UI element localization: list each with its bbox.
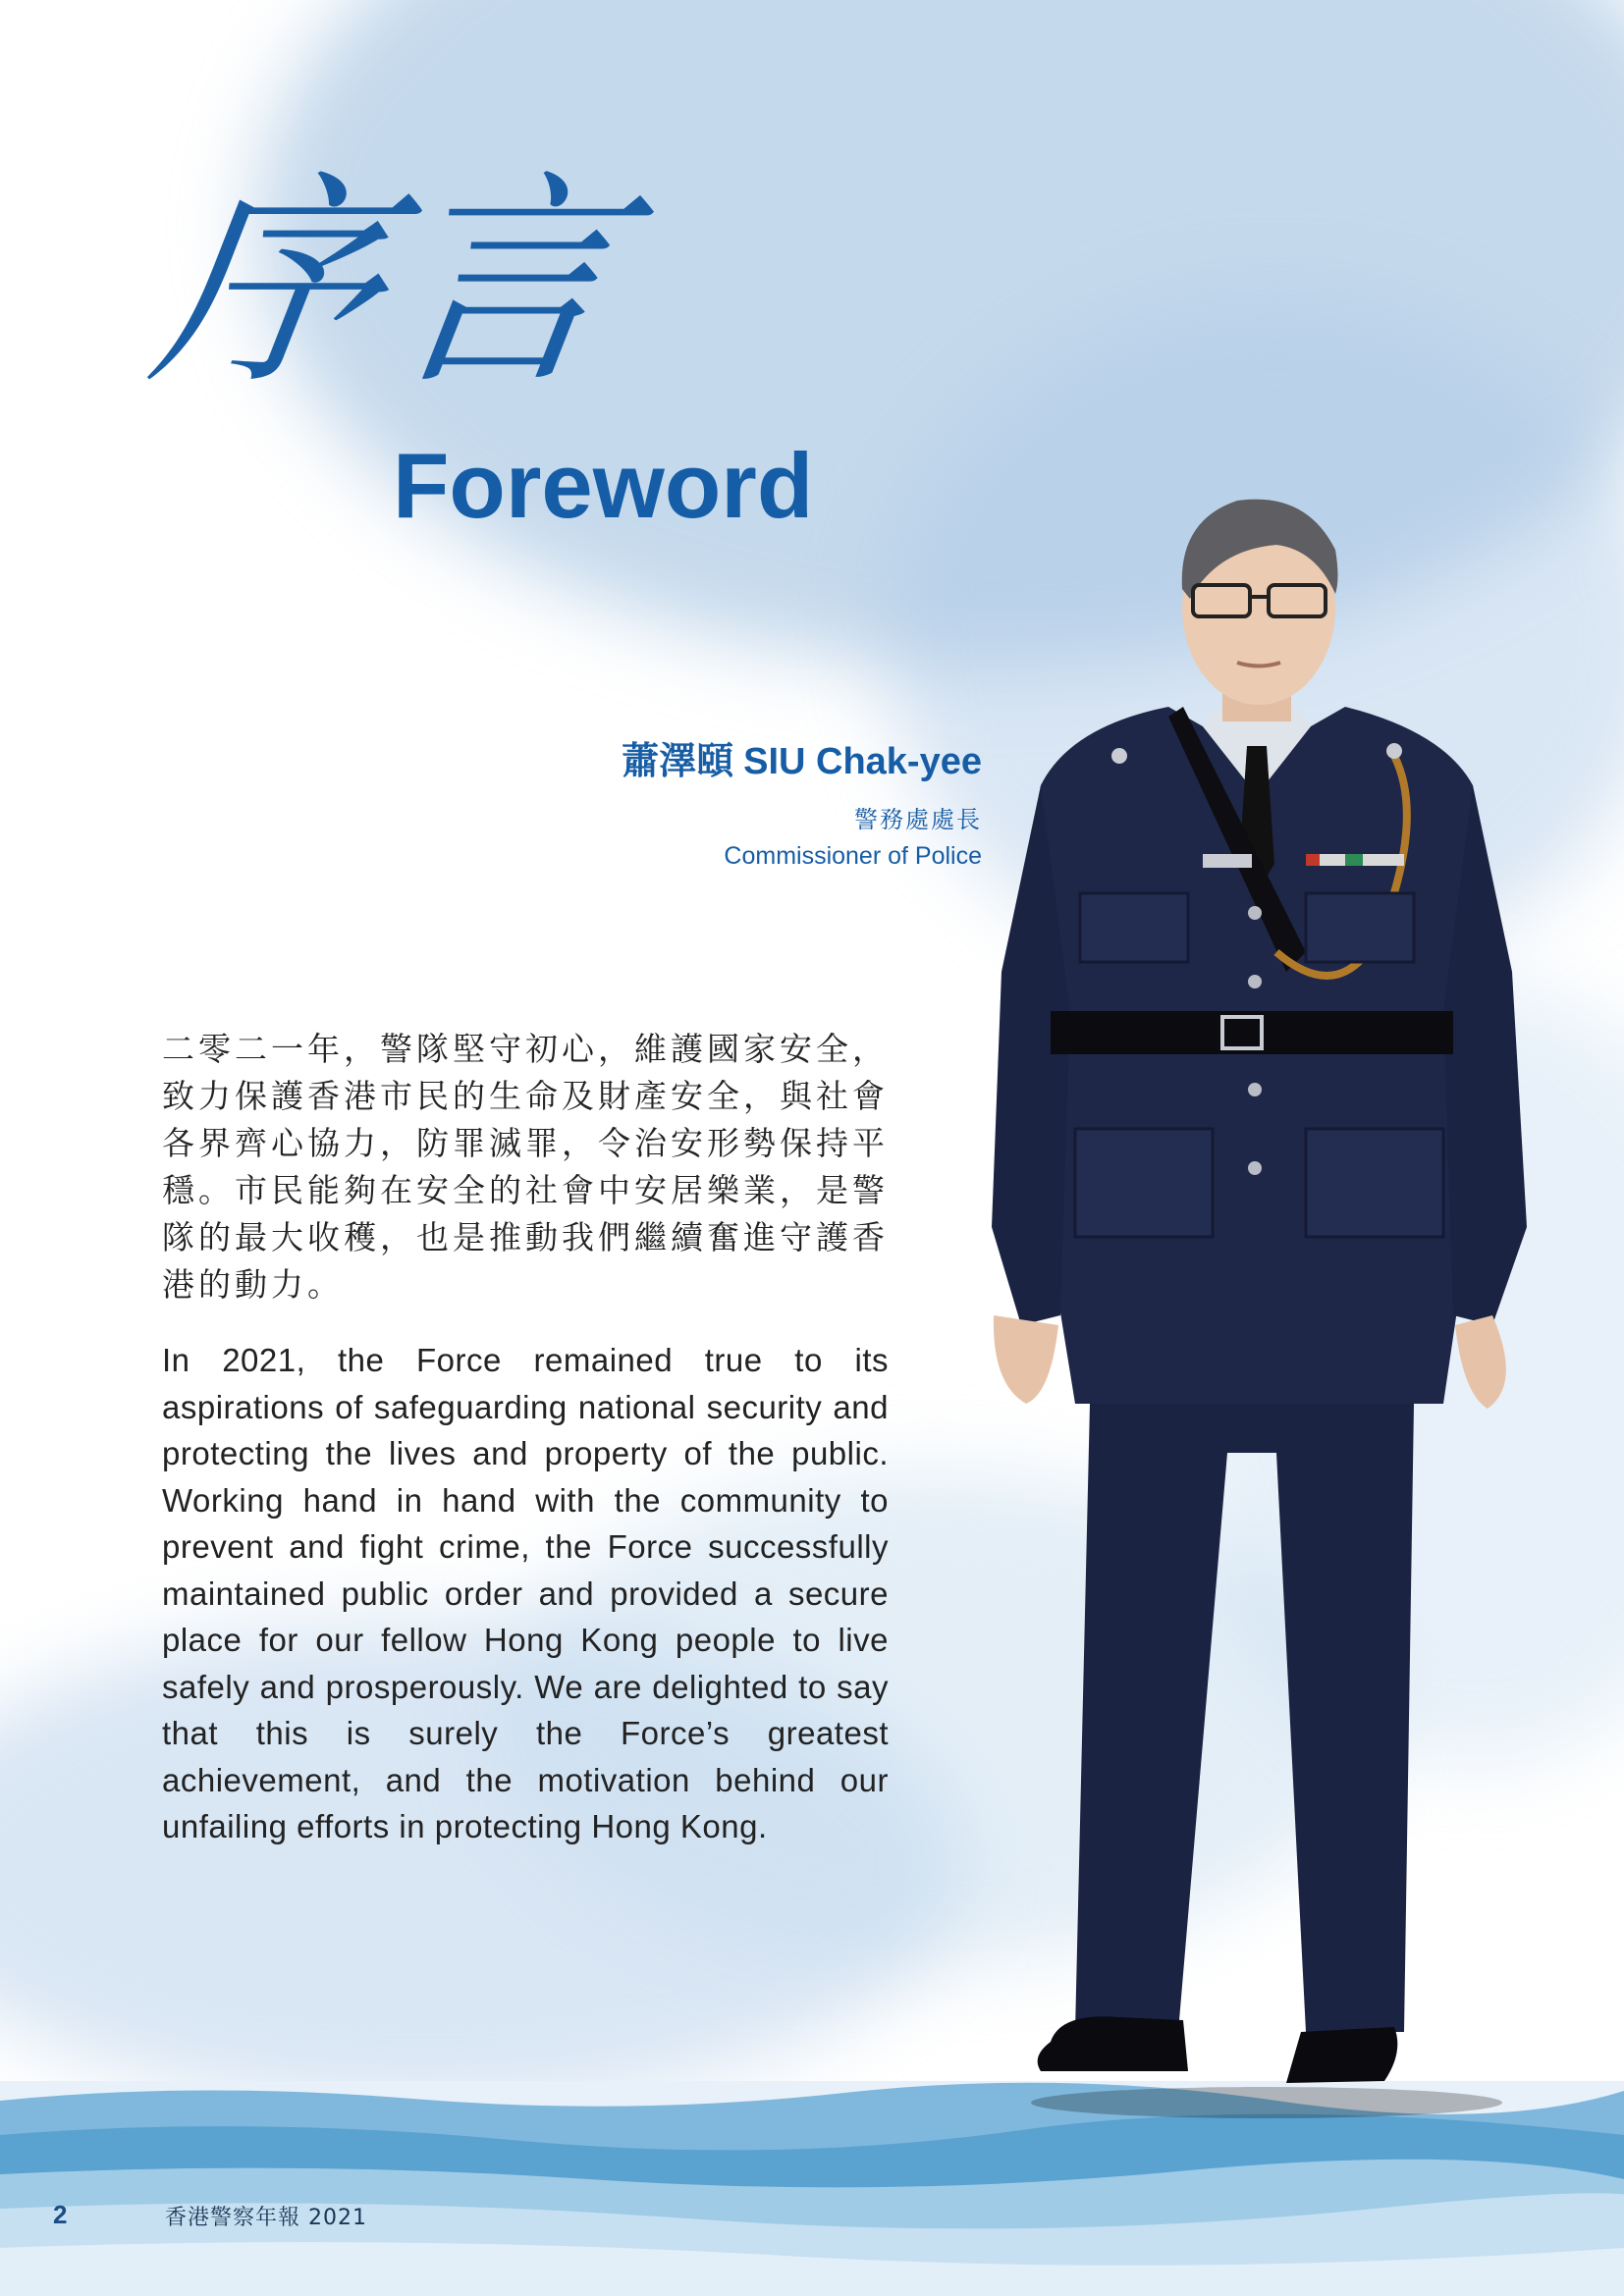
author-rank-chinese: 警務處處長 [854,806,982,833]
author-name-english: SIU Chak-yee [743,741,982,782]
page-title-chinese: 序言 [138,153,643,415]
body-paragraph-chinese: 二零二一年，警隊堅守初心，維護國家安全，致力保護香港市民的生命及財產安全，與社會各界齊心協力，防罪滅罪，令治安形勢保持平穩。市民能夠在安全的社會中安居樂業，是警隊的最大收穫，也是推動我們繼續奮進守護香港的動力。 [162,1030,889,1304]
page-title-english: Foreword [393,434,814,537]
page-number: 2 [53,2200,68,2229]
body-paragraph-english: In 2021, the Force remained true to its aspirations of safeguarding national security and protecting the lives and property of the public. Working hand in hand with the community to prevent and fight crime, the Force successfully maintained public order and provided a secure place for our fellow Hong Kong people to live safely and prosperously. We are delighted to say that this is surely the Force’s greatest achievement, and the motivation behind our unfailing efforts in protecting Hong Kong. [162,1342,889,1844]
author-rank-english: Commissioner of Police [724,842,982,870]
author-name [393,730,982,784]
author-block [393,730,982,871]
author-name-chinese: 蕭澤頤 [622,741,734,782]
commissioner-portrait [982,461,1532,2120]
publication-title: 香港警察年報 2021 [165,2206,367,2230]
